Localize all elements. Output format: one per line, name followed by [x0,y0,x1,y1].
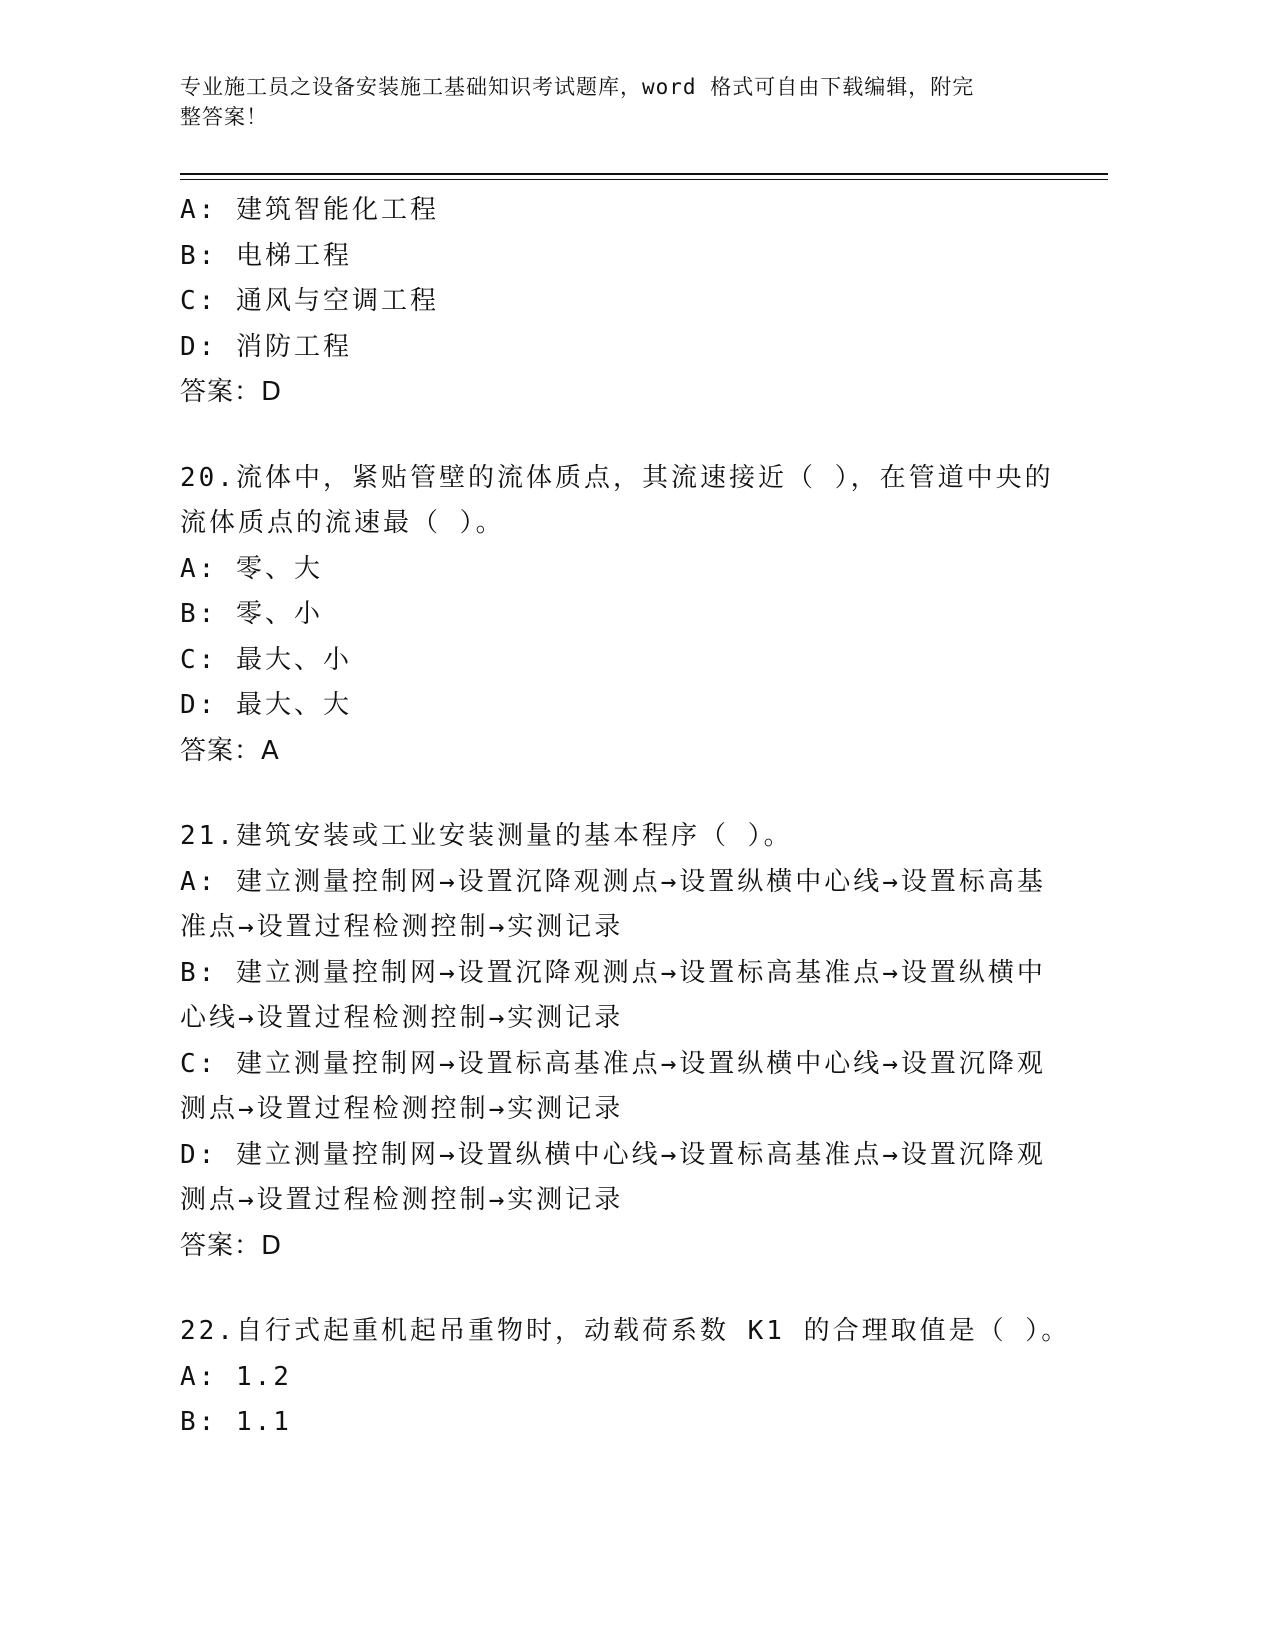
header-title-line-2: 整答案！ [180,105,268,129]
option-c-line-2: 测点→设置过程检测控制→实测记录 [180,1094,624,1124]
option-c: C: 通风与空调工程 [180,286,439,316]
option-d: D: 最大、大 [180,690,352,720]
option-a: A: 零、大 [180,553,323,584]
question-20 [180,456,1060,775]
option-b-line-1: B: 建立测量控制网→设置沉降观测点→设置标高基准点→设置纵横中 [180,957,1046,988]
header-divider-thick [180,173,1108,175]
option-d-line-2: 测点→设置过程检测控制→实测记录 [180,1185,624,1215]
option-b: B: 零、小 [180,599,323,629]
question-stem-line-1: 21.建筑安装或工业安装测量的基本程序（ ）。 [180,821,793,851]
document-body [180,188,1071,1446]
option-d-line-1: D: 建立测量控制网→设置纵横中心线→设置标高基准点→设置沉降观 [180,1139,1046,1170]
question-stem-line-1: 20.流体中，紧贴管壁的流体质点，其流速接近（ ），在管道中央的 [180,462,1054,493]
answer-line: 答案：D [180,1230,283,1261]
option-c-line-1: C: 建立测量控制网→设置标高基准点→设置纵横中心线→设置沉降观 [180,1048,1046,1079]
option-b: B: 1.1 [180,1407,292,1437]
question-spacer [180,1269,1060,1309]
question-21 [180,814,1060,1269]
document-header [180,72,1060,132]
answer-line: 答案：D [180,377,283,407]
option-b-line-2: 心线→设置过程检测控制→实测记录 [180,1003,624,1033]
header-divider-thin [180,179,1108,180]
option-a: A: 建筑智能化工程 [180,195,439,225]
question-stem-line-2: 流体质点的流速最（ ）。 [180,508,505,538]
question-spacer [180,774,1060,814]
header-title-line-1: 专业施工员之设备安装施工基础知识考试题库，word 格式可自由下载编辑，附完 [180,75,975,99]
option-a-line-2: 准点→设置过程检测控制→实测记录 [180,912,624,942]
option-a: A: 1.2 [180,1361,292,1392]
question-19-tail [180,188,1060,416]
option-c: C: 最大、小 [180,644,352,675]
question-22 [180,1309,1071,1446]
option-b: B: 电梯工程 [180,240,352,271]
question-stem-line-1: 22.自行式起重机起吊重物时，动载荷系数 K1 的合理取值是（ ）。 [180,1316,1071,1346]
answer-line: 答案：A [180,735,280,766]
question-spacer [180,416,1060,456]
option-d: D: 消防工程 [180,331,352,362]
option-a-line-1: A: 建立测量控制网→设置沉降观测点→设置纵横中心线→设置标高基 [180,866,1046,897]
